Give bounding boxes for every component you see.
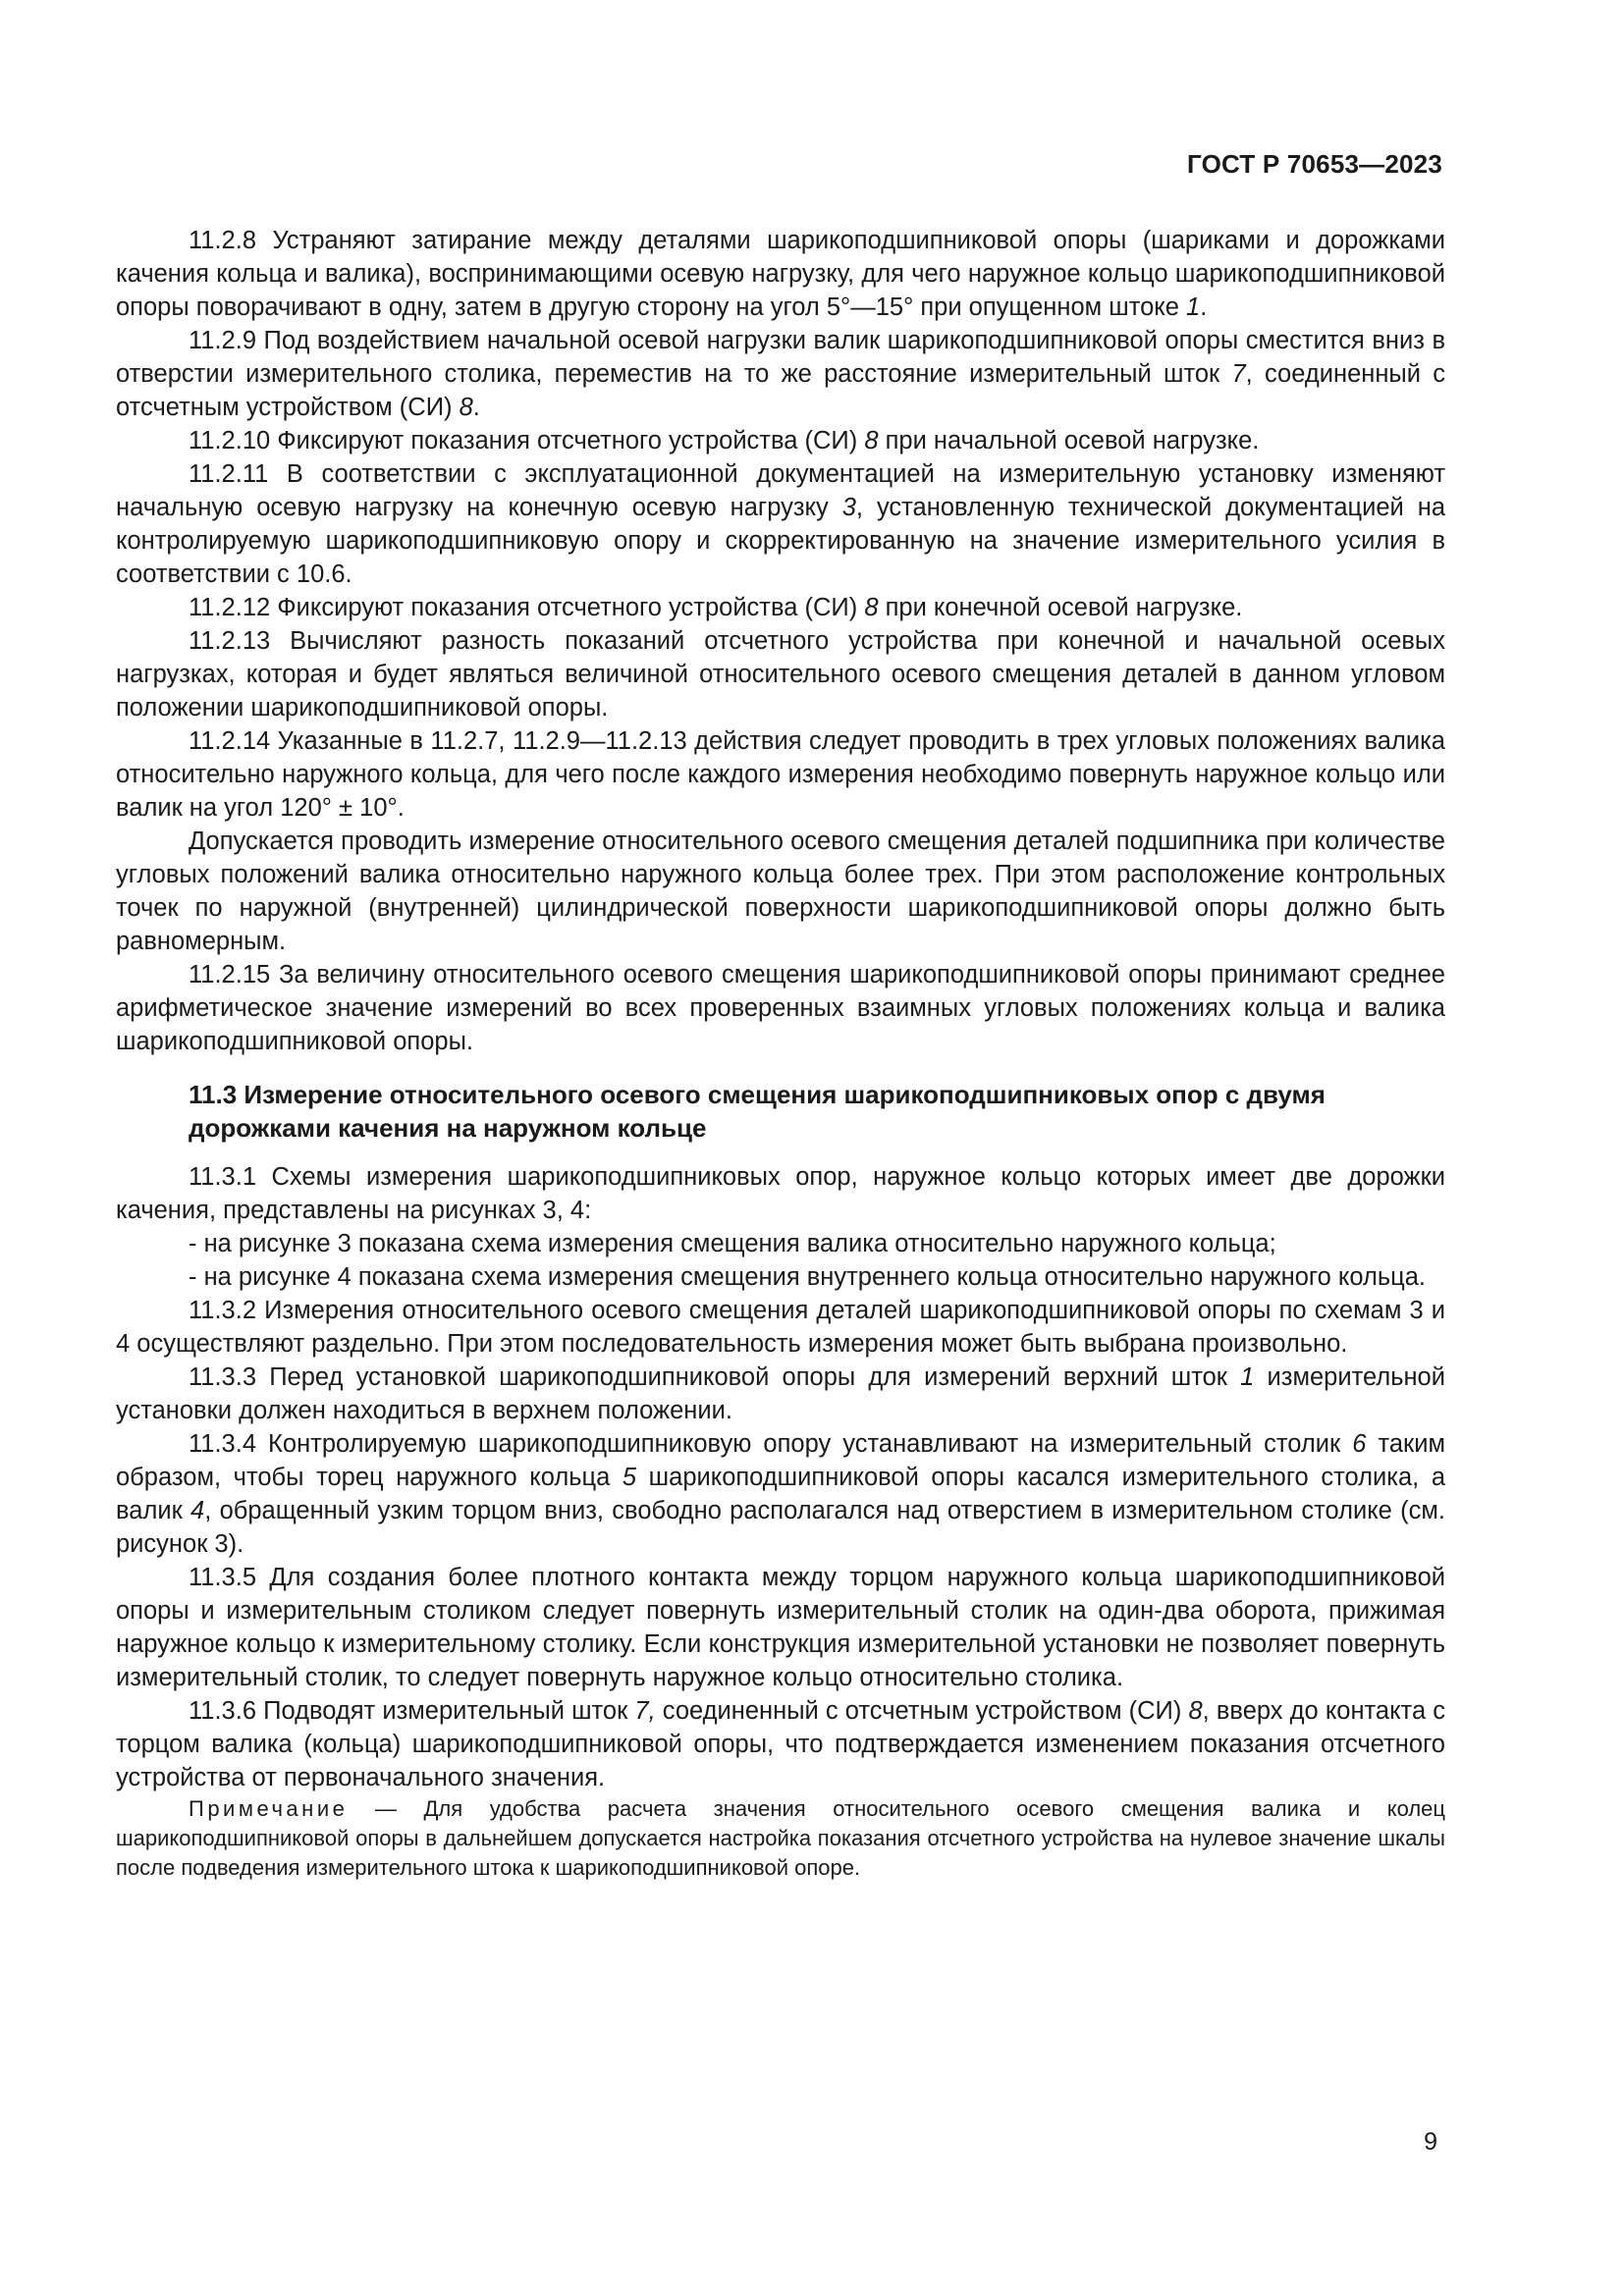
paragraph-text: 11.3.3 Перед установкой шарикоподшипниковой опоры для измерений верхний шток [189, 1363, 1241, 1391]
item-reference: 8 [459, 394, 473, 421]
paragraph [116, 724, 1445, 825]
paragraph-text: , установленную технической документацией на контролируемую шарикоподшипниковую опору и скорректированную на значение измерительного усилия в соответствии с 10.6. [116, 494, 1446, 588]
paragraph [116, 424, 1445, 457]
paragraph-text: 11.2.8 Устраняют затирание между деталями шарикоподшипниковой опоры (шариками и дорожками качения кольца и валика), воспринимающими осевую нагрузку, для чего наружное кольцо шарикоподшипниковой опоры поворачивают в одну, затем в другую сторону на угол 5°—15° при опущенном штоке [116, 227, 1445, 321]
paragraph-text: . [472, 394, 480, 421]
paragraph [116, 324, 1445, 424]
paragraph-text: 11.2.15 За величину относительного осевого смещения шарикоподшипниковой опоры принимают среднее арифметическое значение измерений во всех проверенных взаимных угловых положениях кольца и валика шарикоподшипниковой опоры. [116, 961, 1445, 1055]
paragraph [116, 591, 1445, 624]
paragraph [116, 1561, 1445, 1694]
note-text: — Для удобства расчета значения относительного осевого смещения валика и колец шарикоподшипниковой опоры в дальнейшем допускается настройка показания отсчетного устройства на нулевое значение шкалы после подведения измерительного штока к шарикоподшипниковой опоре. [116, 1796, 1445, 1880]
paragraph-text: 11.3.2 Измерения относительного осевого смещения деталей шарикоподшипниковой опоры по схемам 3 и 4 осуществляют раздельно. При этом последовательность измерения может быть выбрана произвольно. [116, 1297, 1445, 1358]
note [116, 1794, 1445, 1883]
paragraph [116, 958, 1445, 1058]
document-body [116, 224, 1445, 1883]
paragraph [116, 1294, 1445, 1361]
paragraph-text: 11.2.9 Под воздействием начальной осевой нагрузки валик шарикоподшипниковой опоры сместится вниз в отверстии измерительного столика, переместив на то же расстояние измерительный шток [116, 327, 1445, 388]
item-reference: 8 [864, 594, 879, 621]
paragraph-text: 11.2.11 В соответствии с эксплуатационной документацией на измерительную установку изменяют начальную осевую нагрузку на конечную осевую нагрузку [116, 460, 1445, 521]
paragraph [116, 1160, 1445, 1227]
item-reference: 1 [1240, 1363, 1255, 1391]
paragraph-text: 11.2.12 Фиксируют показания отсчетного устройства (СИ) [189, 594, 865, 621]
paragraph [116, 1427, 1445, 1561]
paragraph-text: при начальной осевой нагрузке. [878, 427, 1260, 454]
item-reference: 5 [622, 1464, 637, 1491]
paragraph-text: - на рисунке 3 показана схема измерения смещения валика относительно наружного кольца; [189, 1230, 1276, 1257]
paragraph [116, 224, 1445, 324]
paragraph-text: 11.3.4 Контролируемую шарикоподшипниковую опору устанавливают на измерительный столик [189, 1430, 1353, 1458]
paragraph-text: 11.2.14 Указанные в 11.2.7, 11.2.9—11.2.13 действия следует проводить в трех угловых положениях валика относительно наружного кольца, для чего после каждого измерения необходимо повернуть наружное кольцо или валик на угол 120° ± 10°. [116, 727, 1445, 822]
paragraphs-11-2 [116, 224, 1445, 1058]
item-reference: 8 [1188, 1697, 1203, 1725]
paragraph [116, 1260, 1445, 1294]
paragraph-text: шарикоподшипниковой опоры касался измерительного столика, а валик [116, 1464, 1446, 1524]
paragraph [116, 1694, 1445, 1794]
paragraph [116, 624, 1445, 724]
paragraph-text: 11.3.1 Схемы измерения шарикоподшипниковых опор, наружное кольцо которых имеет две дорожки качения, представлены на рисунках 3, 4: [116, 1163, 1445, 1224]
note-label: Примечание [189, 1796, 349, 1821]
paragraph [116, 457, 1445, 591]
section-title: 11.3 Измерение относительного осевого смещения шарикоподшипниковых опор с двумя дорожками качения на наружном кольце [189, 1080, 1326, 1143]
item-reference: 7 [1231, 360, 1246, 388]
document-header: ГОСТ Р 70653—2023 [1187, 149, 1442, 179]
paragraph-text: 11.2.10 Фиксируют показания отсчетного устройства (СИ) [189, 427, 865, 454]
paragraph-text: при конечной осевой нагрузке. [878, 594, 1243, 621]
paragraph-text: Допускается проводить измерение относительного осевого смещения деталей подшипника при количестве угловых положений валика относительно наружного кольца более трех. При этом расположение контрольных точек по наружной (внутренней) цилиндрической поверхности шарикоподшипниковой опоры должно быть равномерным. [116, 828, 1445, 955]
paragraph-text: 11.3.6 Подводят измерительный шток [189, 1697, 635, 1725]
paragraph-text: измерительной установки должен находиться в верхнем положении. [116, 1363, 1445, 1424]
item-reference: 7, [634, 1697, 656, 1725]
paragraph-text: 11.2.13 Вычисляют разность показаний отсчетного устройства при конечной и начальной осевых нагрузках, которая и будет являться величиной относительного осевого смещения деталей в данном угловом положении шарикоподшипниковой опоры. [116, 627, 1445, 721]
paragraph-text: - на рисунке 4 показана схема измерения смещения внутреннего кольца относительно наружного кольца. [189, 1263, 1427, 1291]
item-reference: 8 [864, 427, 879, 454]
page-number: 9 [1424, 2128, 1437, 2156]
paragraph [116, 1361, 1445, 1427]
paragraph-text: . [1200, 294, 1208, 321]
paragraph-text: , обращенный узким торцом вниз, свободно располагался над отверстием в измерительном столике (см. рисунок 3). [116, 1497, 1445, 1558]
paragraph-text: соединенный с отсчетным устройством (СИ) [655, 1697, 1189, 1725]
item-reference: 1 [1186, 294, 1201, 321]
paragraph-text: 11.3.5 Для создания более плотного контакта между торцом наружного кольца шарикоподшипниковой опоры и измерительным столиком следует повернуть измерительный столик на один-два оборота, прижимая наружное кольцо к измерительному столику. Если конструкция измерительной установки не позволяет повернуть измерительный столик, то следует повернуть наружное кольцо относительно столика. [116, 1564, 1445, 1691]
paragraph-text: , соединенный с отсчетным устройством (СИ) [116, 360, 1446, 421]
paragraph-text: , вверх до контакта с торцом валика (кольца) шарикоподшипниковой опоры, что подтверждается изменением показания отсчетного устройства от первоначального значения. [116, 1697, 1445, 1791]
paragraph-text: таким образом, чтобы торец наружного кольца [116, 1430, 1445, 1491]
paragraph [116, 825, 1445, 958]
item-reference: 6 [1352, 1430, 1367, 1458]
item-reference: 4 [190, 1497, 205, 1524]
paragraph [116, 1227, 1445, 1260]
item-reference: 3 [841, 494, 856, 521]
paragraphs-11-3 [116, 1160, 1445, 1794]
